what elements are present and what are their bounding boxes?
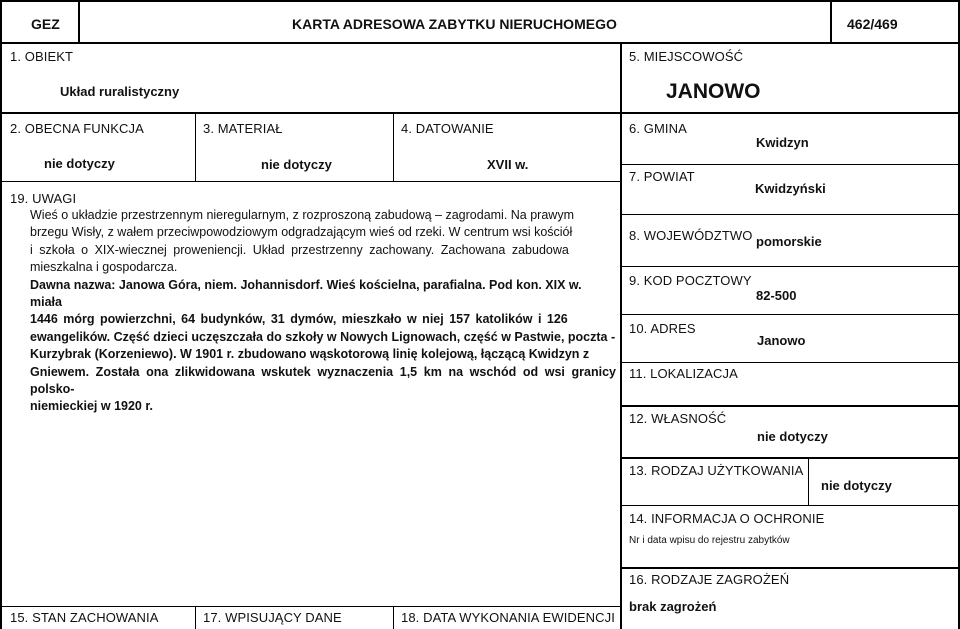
gmina-label: 6. GMINA (629, 121, 687, 136)
gmina-bottom-line (620, 164, 960, 165)
funkcja-divider (195, 112, 196, 182)
kod-pocztowy-label: 9. KOD POCZTOWY (629, 273, 752, 288)
kod-bottom-line (620, 314, 960, 315)
funkcja-bottom-line (0, 181, 622, 182)
gmina-value: Kwidzyn (756, 135, 809, 150)
data-ewidencji-label: 18. DATA WYKONANIA EWIDENCJI (401, 610, 615, 625)
uwagi-bold-5: Gniewem. Została ona zlikwidowana wskutek wyznaczenia 1,5 km na wschód od wsi granicy polsko- (30, 364, 616, 397)
border-left (0, 0, 2, 629)
uwagi-text (30, 207, 616, 416)
miejscowosc-bottom-line (620, 112, 960, 114)
zagrozenia-value: brak zagrożeń (629, 599, 717, 614)
material-divider (393, 112, 394, 182)
zagrozenia-label: 16. RODZAJE ZAGROŻEŃ (629, 572, 790, 587)
bottom-row-top-line (0, 606, 622, 607)
wpisujacy-label: 17. WPISUJĄCY DANE (203, 610, 342, 625)
miejscowosc-label: 5. MIEJSCOWOŚĆ (629, 49, 744, 64)
datowanie-label: 4. DATOWANIE (401, 121, 494, 136)
miejscowosc-value: JANOWO (666, 80, 761, 103)
uwagi-line-3: i szkoła o XIX-wiecznej proweniencji. Układ przestrzenny zachowany. Zachowana zabudowa (30, 242, 569, 257)
ochrona-label: 14. INFORMACJA O OCHRONIE (629, 511, 825, 526)
adres-label: 10. ADRES (629, 321, 696, 336)
header-code: GEZ (31, 16, 60, 32)
uwagi-bold-1: Dawna nazwa: Janowa Góra, niem. Johannisdorf. Wieś kościelna, parafialna. Pod kon. XIX w. miała (30, 277, 582, 310)
material-label: 3. MATERIAŁ (203, 121, 283, 136)
datowanie-value: XVII w. (487, 157, 529, 172)
uwagi-bold-4: Kurzybrak (Korzeniewo). W 1901 r. zbudowano wąskotorową linię kolejową, łączącą Kwidzyn z (30, 347, 590, 362)
lokalizacja-label: 11. LOKALIZACJA (629, 366, 738, 381)
wlasnosc-label: 12. WŁASNOŚĆ (629, 411, 727, 426)
uzytkowanie-bottom-line (620, 505, 960, 506)
header-divider-right (830, 0, 832, 44)
funkcja-value: nie dotyczy (44, 156, 115, 171)
wojewodztwo-bottom-line (620, 266, 960, 267)
wlasnosc-value: nie dotyczy (757, 429, 828, 444)
uwagi-label: 19. UWAGI (10, 191, 77, 206)
header-divider-left (78, 0, 80, 44)
bottom-row-divider-2 (393, 606, 394, 629)
uzytkowanie-value: nie dotyczy (821, 478, 892, 493)
card-number: 462/469 (847, 16, 898, 32)
obiekt-value: Układ ruralistyczny (60, 84, 180, 99)
bottom-row-divider-1 (195, 606, 196, 629)
uwagi-line-2: brzegu Wisły, z wałem przeciwpowodziowym odgradzającym wieś od rzeki. W centrum wsi kościół (30, 225, 573, 240)
obiekt-label: 1. OBIEKT (10, 49, 74, 64)
uzytkowanie-divider (808, 458, 809, 506)
funkcja-label: 2. OBECNA FUNKCJA (10, 121, 144, 136)
ochrona-value: Nr i data wpisu do rejestru zabytków (629, 535, 790, 546)
wojewodztwo-value: pomorskie (756, 234, 822, 249)
wlasnosc-bottom-line (620, 457, 960, 459)
uwagi-bold-2: 1446 mórg powierzchni, 64 budynków, 31 dymów, mieszkało w niej 157 katolików i 126 (30, 312, 568, 327)
uwagi-line-1: Wieś o układzie przestrzennym nieregularnym, z rozproszoną zabudową – zagrodami. Na prawym (30, 208, 574, 222)
ochrona-bottom-line (620, 567, 960, 569)
material-value: nie dotyczy (261, 157, 332, 172)
stan-zachowania-label: 15. STAN ZACHOWANIA (10, 610, 159, 625)
powiat-bottom-line (620, 214, 960, 215)
lokalizacja-bottom-line (620, 405, 960, 407)
page-title: KARTA ADRESOWA ZABYTKU NIERUCHOMEGO (292, 16, 617, 32)
wojewodztwo-label: 8. WOJEWÓDZTWO (629, 228, 753, 243)
uzytkowanie-label: 13. RODZAJ UŻYTKOWANIA (629, 463, 804, 478)
uwagi-bold-3: ewangelików. Część dzieci uczęszczała do szkoły w Nowych Lignowach, część w Pastwie, poczta - (30, 329, 616, 344)
main-vertical-divider (620, 42, 622, 629)
uwagi-line-4: mieszkalna i gospodarcza. (30, 260, 178, 275)
powiat-label: 7. POWIAT (629, 169, 695, 184)
adres-bottom-line (620, 362, 960, 363)
border-top (0, 0, 960, 2)
header-bottom-line (0, 42, 960, 44)
obiekt-bottom-line (0, 112, 622, 114)
powiat-value: Kwidzyński (755, 181, 826, 196)
kod-pocztowy-value: 82-500 (756, 288, 797, 303)
adres-value: Janowo (757, 333, 806, 348)
uwagi-bold-6: niemieckiej w 1920 r. (30, 399, 153, 414)
